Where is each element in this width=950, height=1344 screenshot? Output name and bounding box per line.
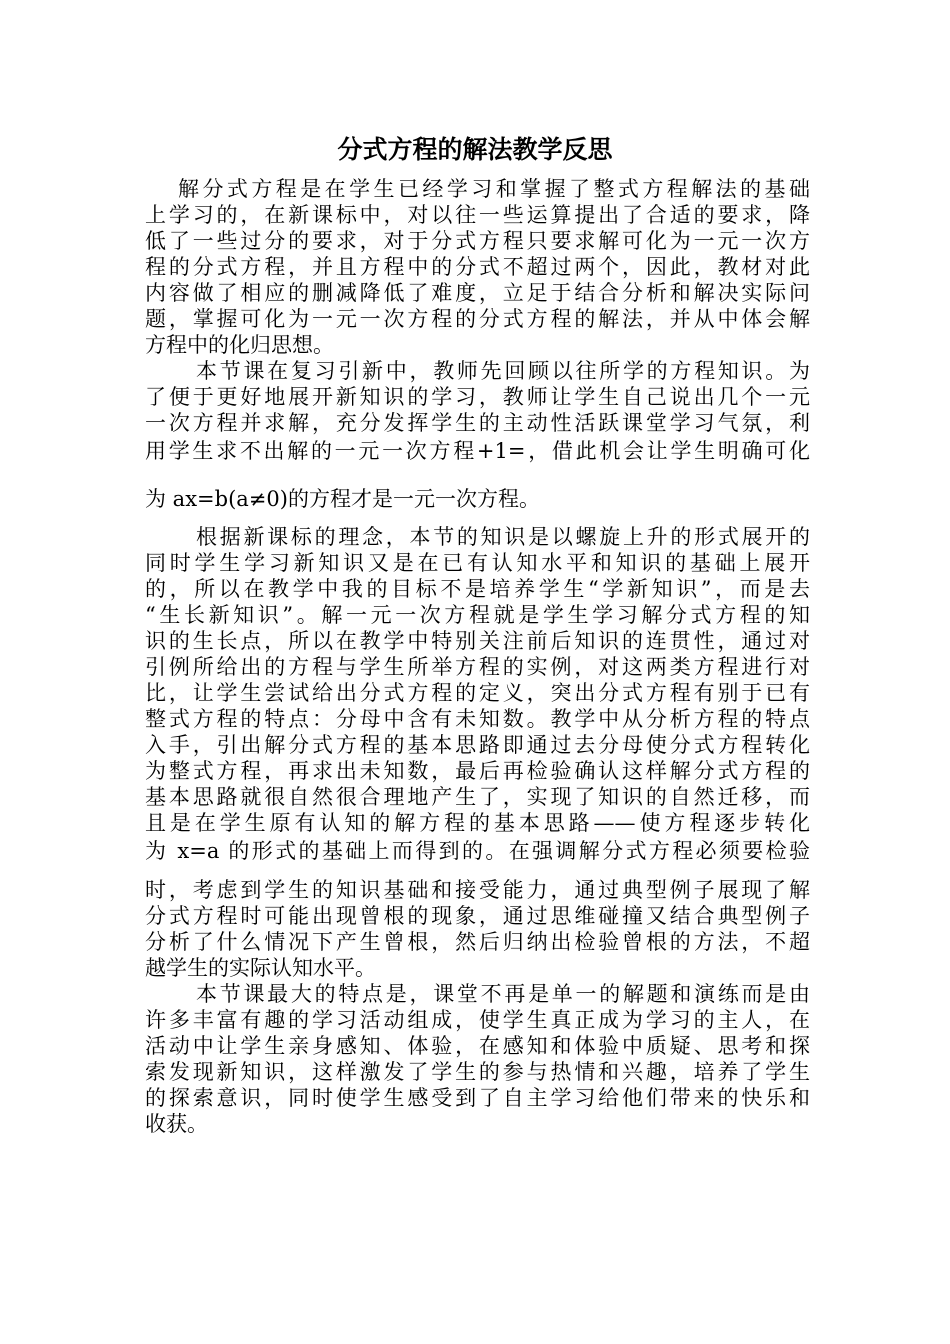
body-line: 了便于更好地展开新知识的学习，教师让学生自己说出几个一元 bbox=[145, 385, 810, 409]
body-line: 时，考虑到学生的知识基础和接受能力，通过典型例子展现了解 bbox=[145, 878, 810, 902]
body-line: 程的分式方程，并且方程中的分式不超过两个，因此，教材对此 bbox=[145, 255, 810, 279]
body-line: 收获。 bbox=[145, 1112, 208, 1136]
body-line: 内容做了相应的删减降低了难度，立足于结合分析和解决实际问 bbox=[145, 281, 810, 305]
body-line: 越学生的实际认知水平。 bbox=[145, 956, 376, 980]
body-line: 方程中的化归思想。 bbox=[145, 333, 334, 357]
body-line: 题，掌握可化为一元一次方程的分式方程的解法，并从中体会解 bbox=[145, 307, 810, 331]
document-title: 分式方程的解法教学反思 bbox=[337, 135, 613, 164]
body-line: 引例所给出的方程与学生所举方程的实例，对这两类方程进行对 bbox=[145, 655, 810, 679]
body-line: 索发现新知识，这样激发了学生的参与热情和兴趣，培养了学生 bbox=[145, 1060, 810, 1084]
body-line: 整式方程的特点：分母中含有未知数。教学中从分析方程的特点 bbox=[145, 707, 810, 731]
body-line: 为整式方程，再求出未知数，最后再检验确认这样解分式方程的 bbox=[145, 759, 810, 783]
body-line: 基本思路就很自然很合理地产生了，实现了知识的自然迁移，而 bbox=[145, 785, 810, 809]
body-line: 分式方程时可能出现曾根的现象，通过思维碰撞又结合典型例子 bbox=[145, 904, 810, 928]
body-line: 的探索意识，同时使学生感受到了自主学习给他们带来的快乐和 bbox=[145, 1086, 810, 1110]
body-line: 用学生求不出解的一元一次方程+1=，借此机会让学生明确可化 bbox=[145, 439, 810, 463]
body-line: 分析了什么情况下产生曾根，然后归纳出检验曾根的方法，不超 bbox=[145, 930, 810, 954]
body-line: 为 ax=b(a≠0)的方程才是一元一次方程。 bbox=[145, 487, 540, 511]
body-line: 识的生长点，所以在教学中特别关注前后知识的连贯性，通过对 bbox=[145, 629, 810, 653]
body-line: 入手，引出解分式方程的基本思路即通过去分母使分式方程转化 bbox=[145, 733, 810, 757]
body-line: 根据新课标的理念，本节的知识是以螺旋上升的形式展开的 bbox=[196, 525, 810, 549]
body-line: 比，让学生尝试给出分式方程的定义，突出分式方程有别于已有 bbox=[145, 681, 810, 705]
body-line: 解分式方程是在学生已经学习和掌握了整式方程解法的基础 bbox=[178, 177, 810, 201]
body-line: 低了一些过分的要求，对于分式方程只要求解可化为一元一次方 bbox=[145, 229, 810, 253]
body-line: 本节课在复习引新中，教师先回顾以往所学的方程知识。为 bbox=[196, 359, 810, 383]
body-line: 同时学生学习新知识又是在已有认知水平和知识的基础上展开 bbox=[145, 551, 810, 575]
body-line: “生长新知识”。解一元一次方程就是学生学习解分式方程的知 bbox=[145, 603, 810, 627]
body-line: 且是在学生原有认知的解方程的基本思路——使方程逐步转化 bbox=[145, 811, 810, 835]
body-line: 一次方程并求解，充分发挥学生的主动性活跃课堂学习气氛，利 bbox=[145, 411, 810, 435]
body-line: 许多丰富有趣的学习活动组成，使学生真正成为学习的主人，在 bbox=[145, 1008, 810, 1032]
body-line: 上学习的，在新课标中，对以往一些运算提出了合适的要求，降 bbox=[145, 203, 810, 227]
body-line: 活动中让学生亲身感知、体验，在感知和体验中质疑、思考和探 bbox=[145, 1034, 810, 1058]
body-line: 的，所以在教学中我的目标不是培养学生“学新知识”，而是去 bbox=[145, 577, 810, 601]
body-line: 本节课最大的特点是，课堂不再是单一的解题和演练而是由 bbox=[196, 982, 810, 1006]
body-line: 为 x=a 的形式的基础上而得到的。在强调解分式方程必须要检验 bbox=[145, 839, 810, 863]
